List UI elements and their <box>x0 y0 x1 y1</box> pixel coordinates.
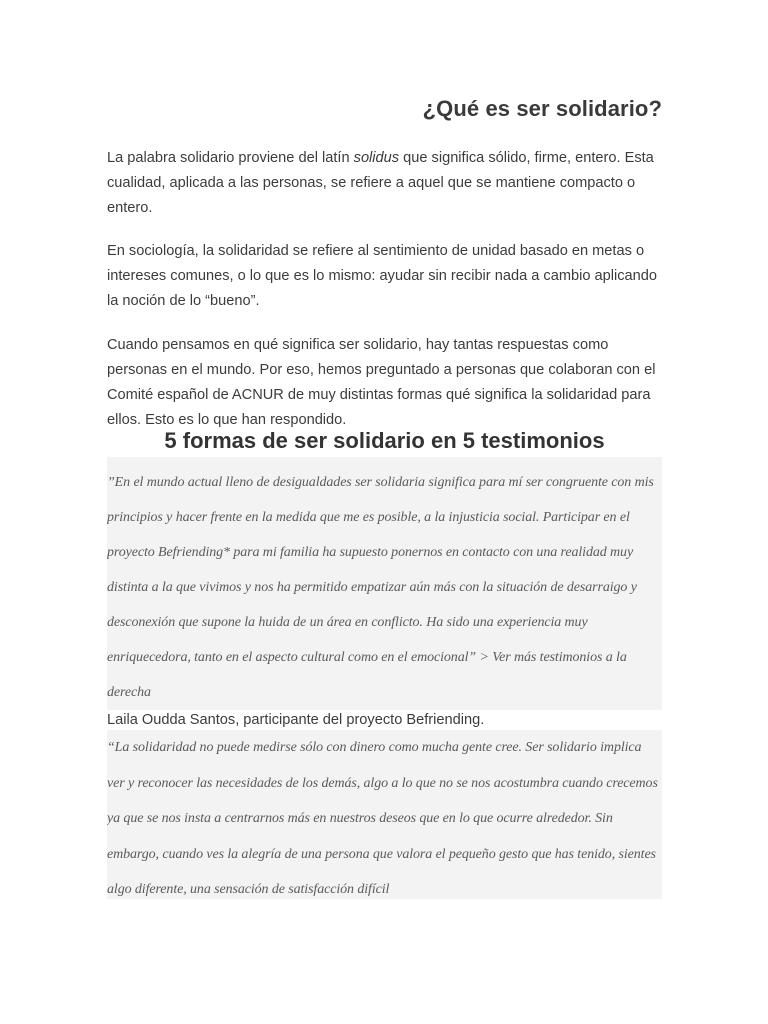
latin-term: solidus <box>353 150 400 166</box>
testimonials-box <box>107 457 662 899</box>
intro-paragraph <box>107 146 667 221</box>
testimonial-quote: ”En el mundo actual lleno de desigualdades ser solidaria significa para mí ser congruente con mis principios y hacer frente en la medida que me es posible, a la injusticia social. Participar en el proyecto Befriending* para mi familia ha supuesto ponernos en contacto con una realidad muy distinta a la que vivimos y nos ha permitido empatizar aún más con la situación de desarraigo y desconexión que supone la huida de un área en conflicto. Ha sido una experiencia muy enriquecedora, tanto en el aspecto cultural como en el emocional” > Ver más testimonios a la derecha <box>107 475 654 700</box>
section-title: 5 formas de ser solidario en 5 testimonios <box>164 428 605 453</box>
testimonial-quote: “La solidaridad no puede medirse sólo con dinero como mucha gente cree. Ser solidario implica ver y reconocer las necesidades de los demás, algo a lo que no se nos acostumbra cuando crecemos ya que se nos insta a centrarnos más en nuestros deseos que en lo que ocurre alrededor. Sin embargo, cuando ves la alegría de una persona que valora el pequeño gesto que has tenido, sientes algo diferente, una sensación de satisfacción difícil <box>107 740 658 897</box>
page-title: ¿Qué es ser solidario? <box>422 96 662 121</box>
intro-text-start: La palabra solidario proviene del latín <box>107 150 354 166</box>
testimonials-intro-paragraph: Cuando pensamos en qué significa ser solidario, hay tantas respuestas como personas en el mundo. Por eso, hemos preguntado a personas que colaboran con el Comité español de ACNUR de muy distintas formas qué significa la solidaridad para ellos. Esto es lo que han respondido. <box>107 337 656 428</box>
testimonial-author: Laila Oudda Santos, participante del proyecto Befriending. <box>107 710 662 730</box>
sociology-paragraph: En sociología, la solidaridad se refiere al sentimiento de unidad basado en metas o intereses comunes, o lo que es lo mismo: ayudar sin recibir nada a cambio aplicando la noción de lo “bueno”. <box>107 243 657 309</box>
intro-text-end: que significa sólido, firme, entero. Esta cualidad, aplicada a las personas, se refiere a aquel que se mantiene compacto o entero. <box>107 150 654 216</box>
